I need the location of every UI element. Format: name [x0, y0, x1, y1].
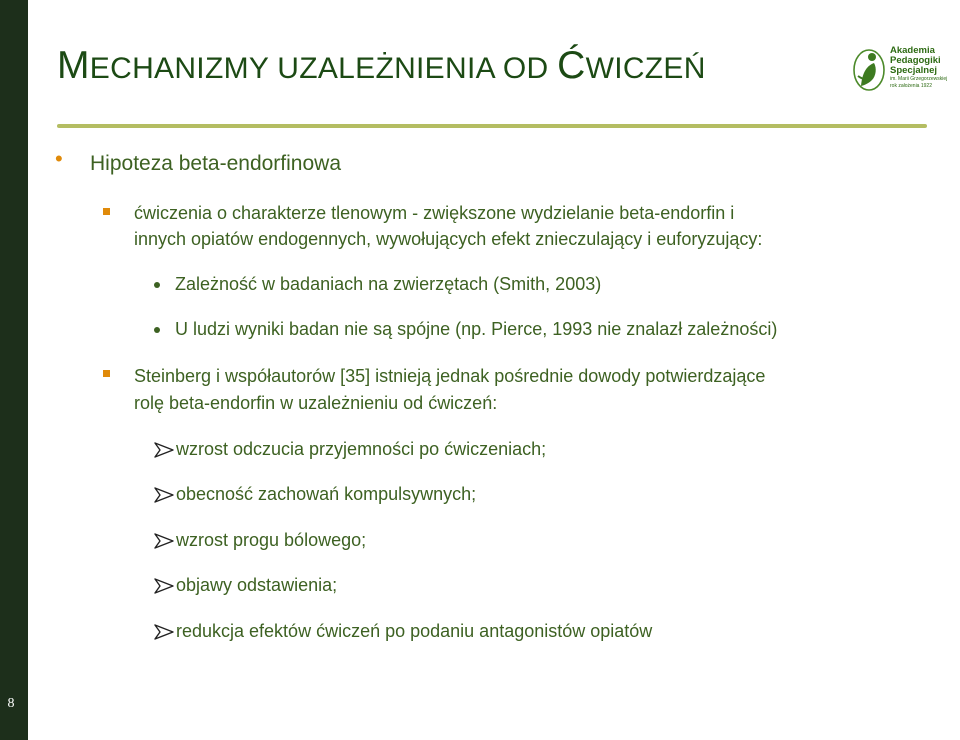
title-cap-1: M	[57, 44, 90, 87]
bullet-dot-icon: •	[55, 146, 63, 171]
arrow-bullet-icon	[154, 578, 174, 594]
square-bullet-icon	[103, 370, 110, 377]
logo-line-4: im. Marii Grzegorzewskiej	[890, 76, 948, 82]
arrow-bullet-icon	[154, 487, 174, 503]
point1-sub-2: U ludzi wyniki badan nie są spójne (np. Pierce, 1993 nie znalazł zależności)	[175, 319, 778, 339]
logo-line-3: Specjalnej	[890, 65, 937, 76]
slide-title	[57, 44, 706, 88]
logo-line-1: Akademia	[890, 45, 935, 56]
logo-line-5: rok założenia 1922	[890, 83, 932, 89]
point2-sub-2: obecność zachowań kompulsywnych;	[176, 484, 477, 504]
slide-sidebar	[0, 0, 28, 740]
point2-sub-1: wzrost odczucia przyjemności po ćwiczeniach;	[176, 439, 547, 459]
arrow-bullet-icon	[154, 533, 174, 549]
arrow-bullet-icon	[154, 624, 174, 640]
logo-line-2: Pedagogiki	[890, 55, 941, 66]
title-cap-2: Ć	[557, 44, 586, 87]
point2-sub-4: objawy odstawienia;	[176, 575, 338, 595]
point1-sub-1: Zależność w badaniach na zwierzętach (Smith, 2003)	[175, 274, 602, 294]
point2-line-1: Steinberg i współautorów [35] istnieją jednak pośrednie dowody potwierdzające	[134, 366, 766, 386]
aps-logo-icon	[852, 46, 886, 92]
point2-sub-3: wzrost progu bólowego;	[176, 530, 367, 550]
sub-bullet-icon	[154, 282, 160, 288]
title-divider	[57, 124, 927, 128]
logo-text	[890, 46, 947, 90]
sub-bullet-icon	[154, 327, 160, 333]
title-part-2: WICZEŃ	[585, 52, 706, 85]
square-bullet-icon	[103, 208, 110, 215]
arrow-bullet-icon	[154, 442, 174, 458]
point2-line-2: rolę beta-endorfin w uzależnieniu od ćwiczeń:	[134, 393, 498, 413]
point2-sub-5: redukcja efektów ćwiczeń po podaniu antagonistów opiatów	[176, 621, 653, 641]
title-part-1: ECHANIZMY UZALEŻNIENIA OD	[89, 52, 558, 85]
aps-logo	[846, 42, 954, 96]
point1-line-1: ćwiczenia o charakterze tlenowym - zwiększone wydzielanie beta-endorfin i	[134, 203, 735, 223]
point1-line-2: innych opiatów endogennych, wywołujących efekt znieczulający i euforyzujący:	[134, 229, 763, 249]
hypothesis-heading: Hipoteza beta-endorfinowa	[90, 152, 341, 175]
page-number: 8	[7, 696, 15, 711]
